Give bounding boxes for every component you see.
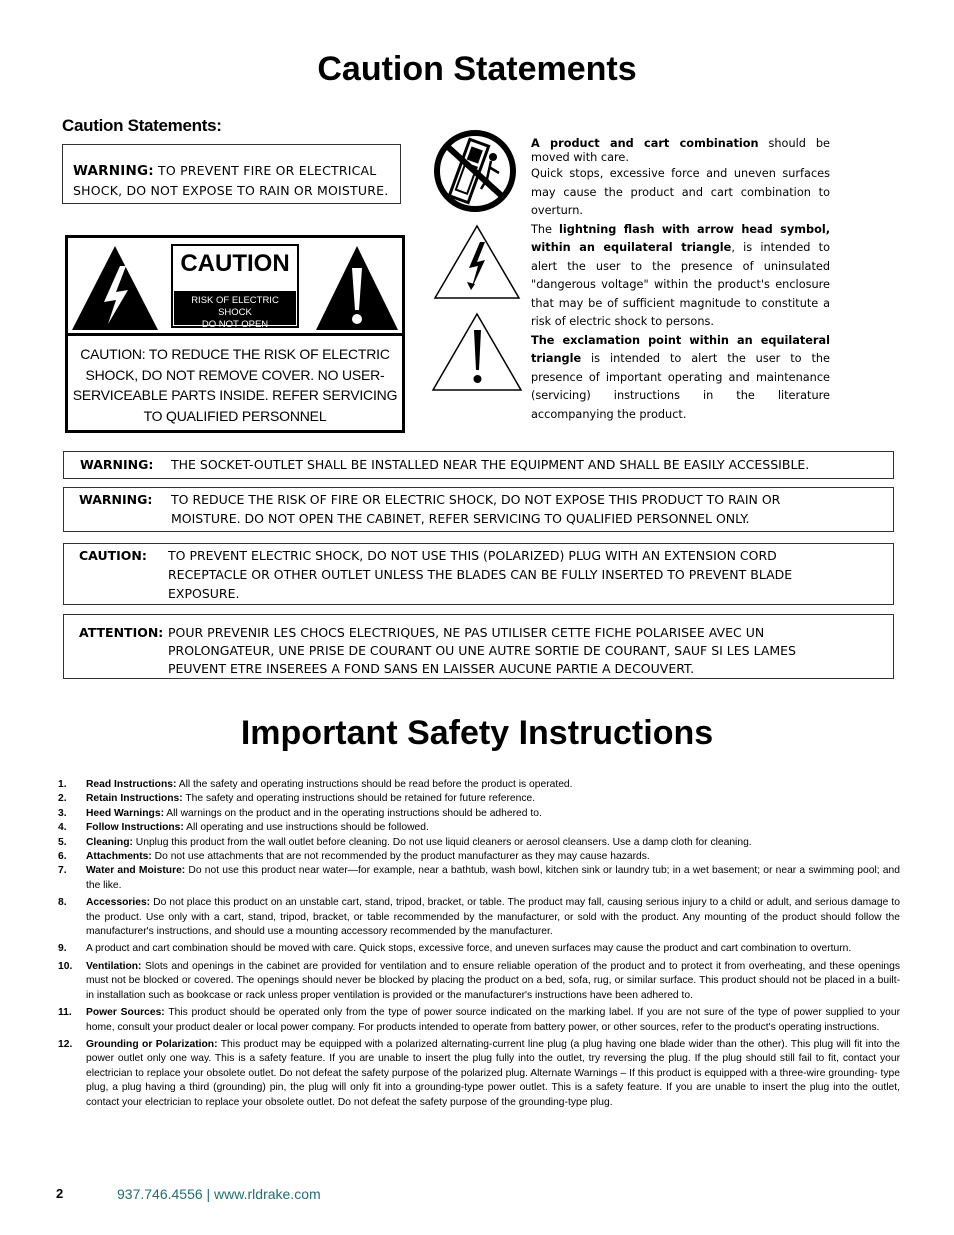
list-item — [58, 942, 900, 956]
warning-text-line: THE SOCKET-OUTLET SHALL BE INSTALLED NEAR THE EQUIPMENT AND SHALL BE EASILY ACCESSIBLE. — [171, 457, 810, 472]
item-heading: Attachments: — [86, 851, 152, 863]
lightning-bold: lightning flash with arrow head symbol, within an equilateral triangle — [531, 222, 830, 254]
lightning-warning-icon — [70, 244, 160, 331]
item-heading: Ventilation: — [86, 960, 142, 972]
caution-label — [65, 235, 405, 433]
attention-text-line: PROLONGATEUR, UNE PRISE DE COURANT OU UNE AUTRE SORTIE DE COURANT, SAUF SI LES LAMES — [168, 643, 796, 658]
caution-label-text — [68, 344, 402, 426]
cart-bold: A product and cart combination — [531, 137, 759, 150]
list-item — [58, 792, 900, 806]
item-number: 9. — [58, 943, 67, 955]
warning-box-fire — [63, 487, 894, 532]
warning-label: WARNING: — [80, 457, 154, 472]
item-text: Do not use attachments that are not recommended by the product manufacturer as they may cause hazards. — [154, 851, 650, 863]
caution-text-line: TO PREVENT ELECTRIC SHOCK, DO NOT USE THIS (POLARIZED) PLUG WITH AN EXTENSION CORD — [168, 548, 777, 563]
caution-word: CAUTION — [180, 250, 290, 277]
risk-band-line2: DO NOT OPEN — [201, 319, 269, 330]
warning-rain-label: WARNING: — [73, 163, 154, 179]
list-item — [58, 778, 900, 792]
item-heading: Retain Instructions: — [86, 793, 183, 805]
cart-paragraph — [531, 137, 830, 165]
item-text: Slots and openings in the cabinet are provided for ventilation and to ensure reliable operation of the product and to protect it from overheating, and these openings must not be blocked or covered. The openings should never be blocked by placing the product on a bed, sofa, rug, or similar surface. This product should not be placed in a built-in installation such as bookcase or rack unless proper ventilation is provided or the manufacturer's instructions have been adhered to. — [86, 960, 900, 1001]
list-item — [58, 896, 900, 939]
item-text: This product may be equipped with a polarized alternating-current line plug (a plug having one blade wider than the other). This plug will fit into the power outlet only one way. This is a safety feature. If you are unable to insert the plug fully into the outlet, try reversing the plug. If the plug should still fail to fit, contact your electrician to replace your obsolete outlet. Do not defeat the safety purpose of the polarized plug. Alternate Warnings – If this product is equipped with a three-wire grounding- type plug, a plug having a third (grounding) pin, the plug will only fit into a grounding-type power outlet. This is a safety feature. If you are unable to insert the plug into the outlet, contact your electrician to replace your obsolete outlet. Do not defeat the safety purpose of the grounding-type plug. — [86, 1038, 901, 1108]
attention-text-line: PEUVENT ETRE INSEREES A FOND SANS EN LAISSER AUCUNE PARTIE A DECOUVERT. — [168, 661, 695, 676]
list-item — [58, 836, 900, 850]
list-item — [58, 960, 900, 1003]
list-item — [58, 821, 900, 835]
item-heading: Grounding or Polarization: — [86, 1038, 218, 1050]
item-text: All the safety and operating instructions should be read before the product is operated. — [178, 779, 573, 790]
caution-label-line: TO QUALIFIED PERSONNEL — [143, 407, 327, 424]
exclamation-warning-icon — [314, 244, 400, 331]
item-text: All warnings on the product and in the operating instructions should be adhered to. — [166, 807, 542, 819]
item-heading: Water and Moisture: — [86, 865, 186, 877]
item-text: A product and cart combination should be moved with care. Quick stops, excessive force, and uneven surfaces may cause the product and cart combination to overturn. — [86, 943, 852, 955]
item-text: The safety and operating instructions should be retained for future reference. — [185, 793, 536, 805]
caution-label-line: CAUTION: TO REDUCE THE RISK OF ELECTRIC — [80, 346, 390, 362]
item-number: 8. — [58, 897, 67, 909]
item-number: 3. — [58, 807, 67, 819]
exclamation-point-icon — [431, 312, 523, 392]
page-title-caution-statements: Caution Statements — [317, 50, 637, 88]
page-title-safety-instructions: Important Safety Instructions — [240, 714, 714, 752]
label-divider — [68, 333, 402, 336]
list-item — [58, 864, 900, 893]
page-number: 2 — [56, 1186, 64, 1201]
item-number: 10. — [58, 960, 73, 972]
item-number: 11. — [58, 1007, 72, 1019]
item-number: 1. — [58, 779, 67, 790]
list-item — [58, 850, 900, 864]
item-number: 4. — [58, 822, 67, 834]
footer-contact: 937.746.4556 | www.rldrake.com — [117, 1186, 321, 1202]
caution-word-box — [171, 244, 299, 328]
warning-rain-box — [62, 144, 401, 204]
caution-label-word: CAUTION: — [79, 548, 147, 563]
cart-detail: Quick stops, excessive force and uneven surfaces may cause the product and cart combination to overturn. — [531, 167, 830, 217]
attention-box-french — [63, 614, 894, 679]
caution-box-plug — [63, 543, 894, 605]
warning-rain-line2: SHOCK, DO NOT EXPOSE TO RAIN OR MOISTURE. — [73, 183, 389, 198]
item-heading: Follow Instructions: — [86, 822, 184, 834]
item-number: 5. — [58, 836, 67, 848]
item-number: 6. — [58, 851, 67, 863]
exclamation-paragraph — [531, 332, 830, 425]
item-text: Unplug this product from the wall outlet before cleaning. Do not use liquid cleaners or aerosol cleansers. Use a damp cloth for cleaning. — [135, 836, 752, 848]
no-cart-tipping-icon — [433, 127, 517, 215]
caution-text-line: EXPOSURE. — [168, 586, 240, 601]
item-number: 2. — [58, 793, 67, 805]
symbols-explanation — [531, 137, 830, 424]
exclamation-bold: The exclamation point within an equilateral triangle — [531, 333, 830, 365]
list-item — [58, 1038, 900, 1110]
item-heading: Cleaning: — [86, 836, 133, 848]
warning-text-line: TO REDUCE THE RISK OF FIRE OR ELECTRIC SHOCK, DO NOT EXPOSE THIS PRODUCT TO RAIN OR — [171, 492, 781, 507]
caution-subtitle: Caution Statements: — [62, 116, 222, 135]
caution-text-line: RECEPTACLE OR OTHER OUTLET UNLESS THE BLADES CAN BE FULLY INSERTED TO PREVENT BLADE — [168, 567, 793, 582]
risk-band — [174, 291, 296, 330]
item-heading: Read Instructions: — [86, 779, 177, 790]
item-text: Do not use this product near water—for example, near a bathtub, wash bowl, kitchen sink or laundry tub; in a wet basement; or near a swimming pool; and the like. — [86, 865, 900, 891]
lightning-paragraph — [531, 221, 830, 332]
warning-box-socket — [63, 451, 894, 479]
list-item — [58, 807, 900, 821]
item-number: 12. — [58, 1038, 73, 1050]
warning-text-line: MOISTURE. DO NOT OPEN THE CABINET, REFER SERVICING TO QUALIFIED PERSONNEL ONLY. — [171, 511, 750, 526]
lightning-flash-icon — [433, 224, 521, 300]
attention-label: ATTENTION: — [79, 625, 164, 640]
attention-text-line: POUR PREVENIR LES CHOCS ELECTRIQUES, NE PAS UTILISER CETTE FICHE POLARISEE AVEC UN — [168, 625, 765, 640]
safety-instructions-list — [58, 778, 900, 1110]
caution-label-line: SERVICEABLE PARTS INSIDE. REFER SERVICING — [72, 387, 398, 403]
cart-rest: should be moved with care. — [531, 137, 831, 164]
item-number: 7. — [58, 865, 67, 877]
risk-band-line1: RISK OF ELECTRIC SHOCK — [191, 295, 279, 318]
warning-label: WARNING: — [79, 492, 153, 507]
caution-label-line: SHOCK, DO NOT REMOVE COVER. NO USER- — [85, 366, 385, 383]
item-text: Do not place this product on an unstable cart, stand, tripod, bracket, or table. The product may fall, causing serious injury to a child or adult, and serious damage to the product. Use only with a cart, stand, tripod, bracket, or table recommended by the manufacturer, or sold with the product. Any mounting of the product should follow the manufacturer's instructions, and should use a mounting accessory recommended by the manufacturer. — [86, 897, 900, 938]
exclamation-rest: is intended to alert the user to the presence of important operating and maintenance (servicing) instructions in the literature accompanying the product. — [531, 352, 830, 421]
warning-rain-line1: TO PREVENT FIRE OR ELECTRICAL — [158, 163, 377, 178]
item-text: All operating and use instructions should be followed. — [186, 822, 429, 834]
item-heading: Accessories: — [86, 897, 151, 909]
item-text: This product should be operated only from the type of power source indicated on the marking label. If you are not sure of the type of power supplied to your home, consult your product dealer or local power company. For products intended to operate from battery power, or other sources, refer to the product's operating instructions. — [86, 1007, 901, 1033]
lightning-rest: , is intended to alert the user to the presence of uninsulated "dangerous voltage" within the product's enclosure that may be of sufficient magnitude to constitute a risk of electric shock to persons. — [531, 241, 830, 328]
list-item — [58, 1006, 900, 1035]
item-heading: Power Sources: — [86, 1007, 165, 1019]
item-heading: Heed Warnings: — [86, 807, 164, 819]
lightning-pre: The — [531, 222, 553, 236]
